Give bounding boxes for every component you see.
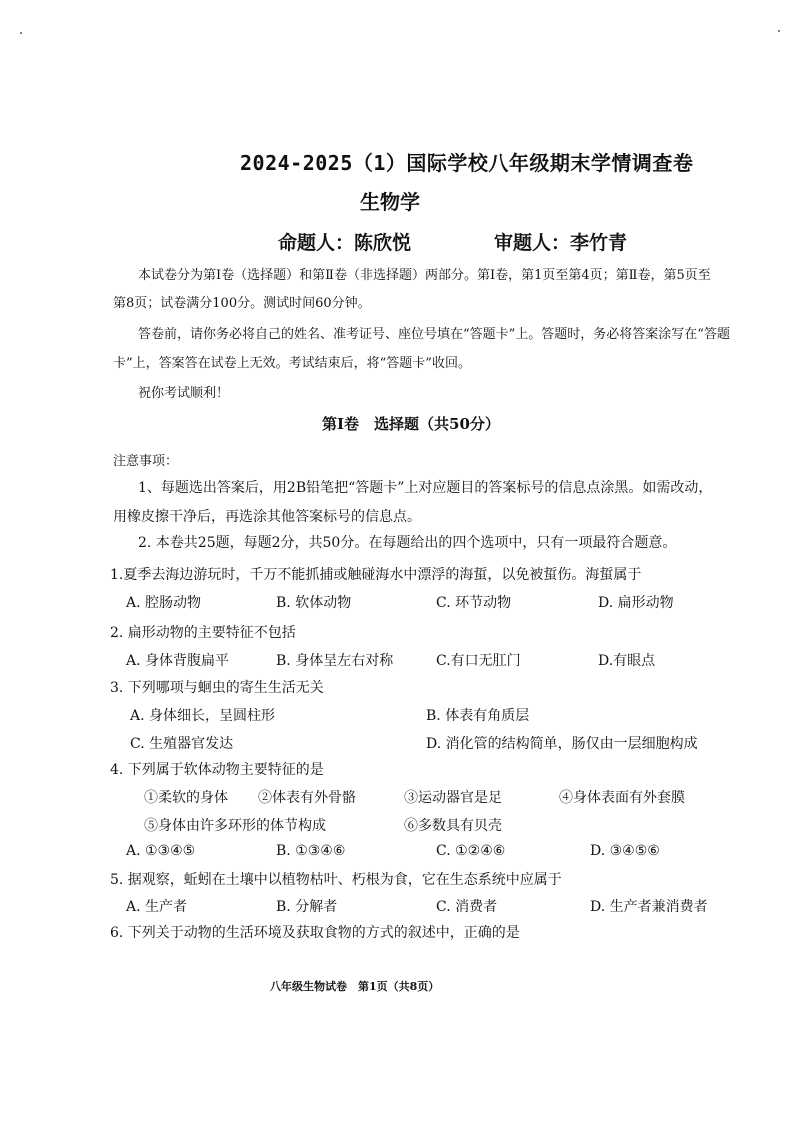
intro-line-1: 本试卷分为第Ⅰ卷（选择题）和第Ⅱ卷（非选择题）两部分。第Ⅰ卷，第1页至第4页；第Ⅱ卷，第5页至 xyxy=(138,268,711,283)
q5-option-b: B. 分解者 xyxy=(276,899,338,915)
note-1a: 1、每题选出答案后，用2B铅笔把“答题卡”上对应题目的答案标号的信息点涂黑。如需改动， xyxy=(138,480,713,496)
q4-item-6: ⑥多数具有贝壳 xyxy=(404,818,502,834)
q1-option-d: D. 扁形动物 xyxy=(598,595,674,611)
q2-option-d: D.有眼点 xyxy=(598,653,656,669)
q5-option-d: D. 生产者兼消费者 xyxy=(590,899,708,915)
q5-option-a: A. 生产者 xyxy=(126,899,188,915)
scan-speck xyxy=(778,30,780,32)
q2-option-c: C.有口无肛门 xyxy=(436,653,521,669)
q3-option-a: A. 身体细长，呈圆柱形 xyxy=(130,708,276,724)
scan-speck xyxy=(20,32,22,34)
q4-option-b: B. ①③④⑥ xyxy=(276,843,346,859)
question-reviewer: 审题人：李竹青 xyxy=(494,232,628,254)
intro-line-2: 第8页；试卷满分100分。测试时间60分钟。 xyxy=(113,296,371,311)
q2-option-b: B. 身体呈左右对称 xyxy=(276,653,394,669)
q4-option-d: D. ③④⑤⑥ xyxy=(590,843,660,859)
q1-option-c: C. 环节动物 xyxy=(436,595,512,611)
page-footer: 八年级生物试卷 第1页（共8页） xyxy=(270,980,440,993)
q5-option-c: C. 消费者 xyxy=(436,899,498,915)
section-heading: 第Ⅰ卷 选择题（共50分） xyxy=(322,415,500,433)
q4-item-5: ⑤身体由许多环形的体节构成 xyxy=(144,818,326,834)
q4-option-a: A. ①③④⑤ xyxy=(126,843,196,859)
q2-option-a: A. 身体背腹扁平 xyxy=(126,653,230,669)
q3-option-c: C. 生殖器官发达 xyxy=(130,736,234,752)
notes-label: 注意事项： xyxy=(113,454,179,469)
question-2: 2. 扁形动物的主要特征不包括 xyxy=(110,625,296,641)
question-5: 5. 据观察，蚯蚓在土壤中以植物枯叶、朽根为食，它在生态系统中应属于 xyxy=(110,872,562,888)
question-4: 4. 下列属于软体动物主要特征的是 xyxy=(110,762,324,778)
subject-title: 生物学 xyxy=(360,190,420,214)
q4-item-4: ④身体表面有外套膜 xyxy=(559,790,685,806)
question-3: 3. 下列哪项与蛔虫的寄生生活无关 xyxy=(110,680,324,696)
q4-item-3: ③运动器官是足 xyxy=(404,790,502,806)
q1-option-a: A. 腔肠动物 xyxy=(126,595,202,611)
intro-line-4: 卡”上，答案答在试卷上无效。考试结束后，将“答题卡”收回。 xyxy=(113,356,471,371)
q4-option-c: C. ①②④⑥ xyxy=(436,843,506,859)
note-2: 2. 本卷共25题，每题2分，共50分。在每题给出的四个选项中，只有一项最符合题意。 xyxy=(138,535,677,551)
note-1b: 用橡皮擦干净后，再选涂其他答案标号的信息点。 xyxy=(113,509,421,525)
q1-option-b: B. 软体动物 xyxy=(276,595,352,611)
question-setter: 命题人：陈欣悦 xyxy=(278,232,412,254)
question-1: 1.夏季去海边游玩时，千万不能抓捕或触碰海水中漂浮的海蜇，以免被蜇伤。海蜇属于 xyxy=(110,567,642,583)
q4-item-1: ①柔软的身体 xyxy=(144,790,228,806)
intro-line-3: 答卷前，请你务必将自己的姓名、准考证号、座位号填在“答题卡”上。答题时，务必将答案涂写在“答题 xyxy=(138,327,730,342)
question-6: 6. 下列关于动物的生活环境及获取食物的方式的叙述中，正确的是 xyxy=(110,925,520,941)
exam-title: 2024-2025（1）国际学校八年级期末学情调查卷 xyxy=(240,151,694,175)
q3-option-d: D. 消化管的结构简单，肠仅由一层细胞构成 xyxy=(426,736,698,752)
q4-item-2: ②体表有外骨骼 xyxy=(258,790,356,806)
intro-line-5: 祝你考试顺利！ xyxy=(138,386,230,401)
q3-option-b: B. 体表有角质层 xyxy=(426,708,530,724)
